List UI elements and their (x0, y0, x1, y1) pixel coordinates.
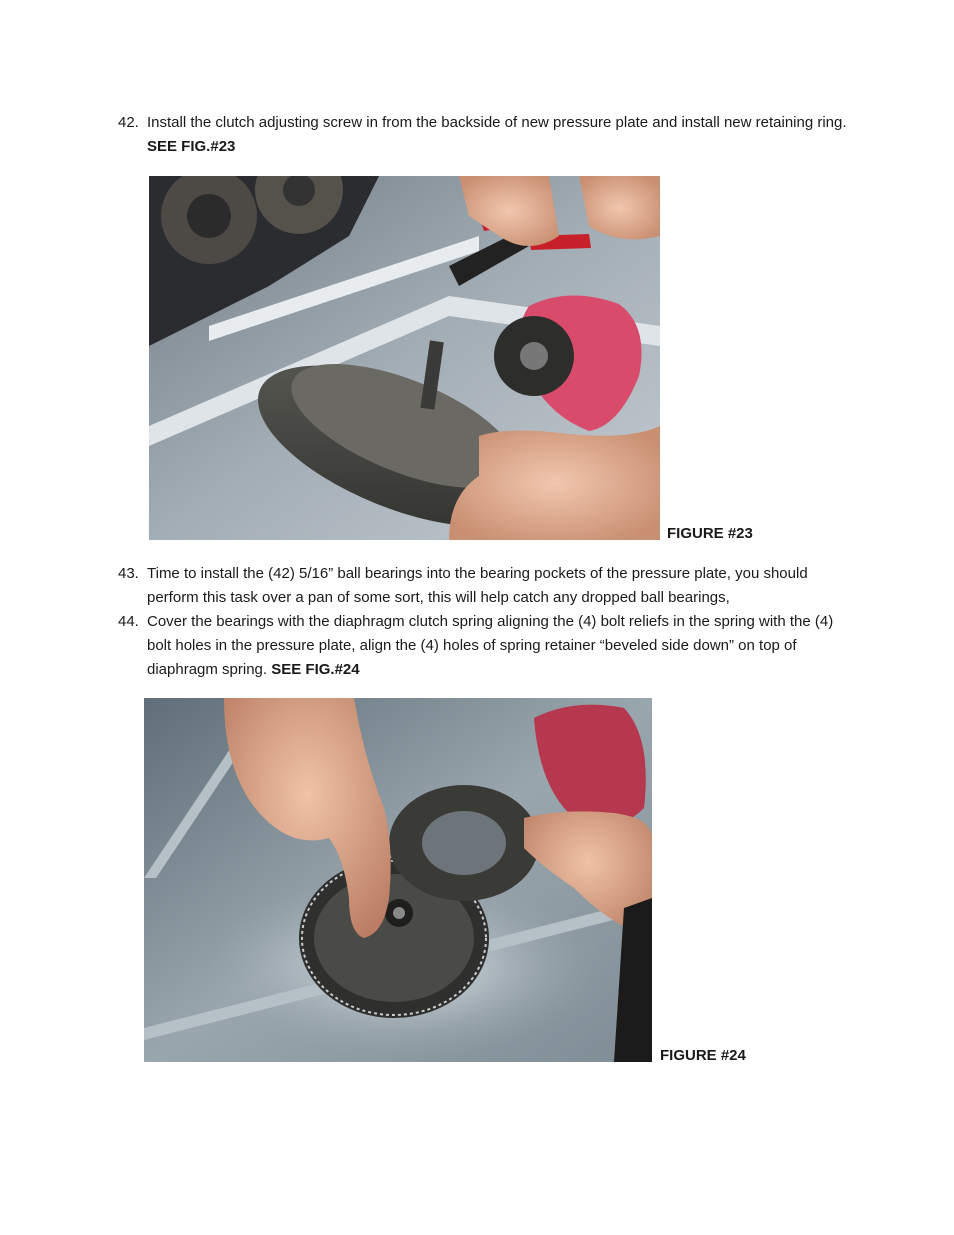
step-text: Install the clutch adjusting screw in from the backside of new pressure plate and install new retaining ring. SEE FIG.#23 (147, 114, 847, 155)
step-44 (118, 610, 848, 682)
figure-24-caption: FIGURE #24 (660, 1047, 746, 1064)
step-42 (118, 111, 848, 159)
step-number: 44. (118, 613, 139, 630)
step-number: 42. (118, 114, 139, 131)
step-43 (118, 562, 848, 610)
figure-24-photo (144, 698, 652, 1062)
figure-reference: SEE FIG.#23 (147, 138, 236, 155)
figure-23-photo (149, 176, 660, 540)
step-text: Time to install the (42) 5/16” ball bearings into the bearing pockets of the pressure plate, you should perform this task over a pan of some sort, this will help catch any dropped ball bearings, (147, 565, 808, 606)
figure-reference: SEE FIG.#24 (271, 661, 360, 678)
step-number: 43. (118, 565, 139, 582)
step-text: Cover the bearings with the diaphragm clutch spring aligning the (4) bolt reliefs in the spring with the (4) bolt holes in the pressure plate, align the (4) holes of spring retainer “beveled side down” on top of diaphragm spring. SEE FIG.#24 (147, 613, 834, 678)
figure-23-caption: FIGURE #23 (667, 525, 753, 542)
